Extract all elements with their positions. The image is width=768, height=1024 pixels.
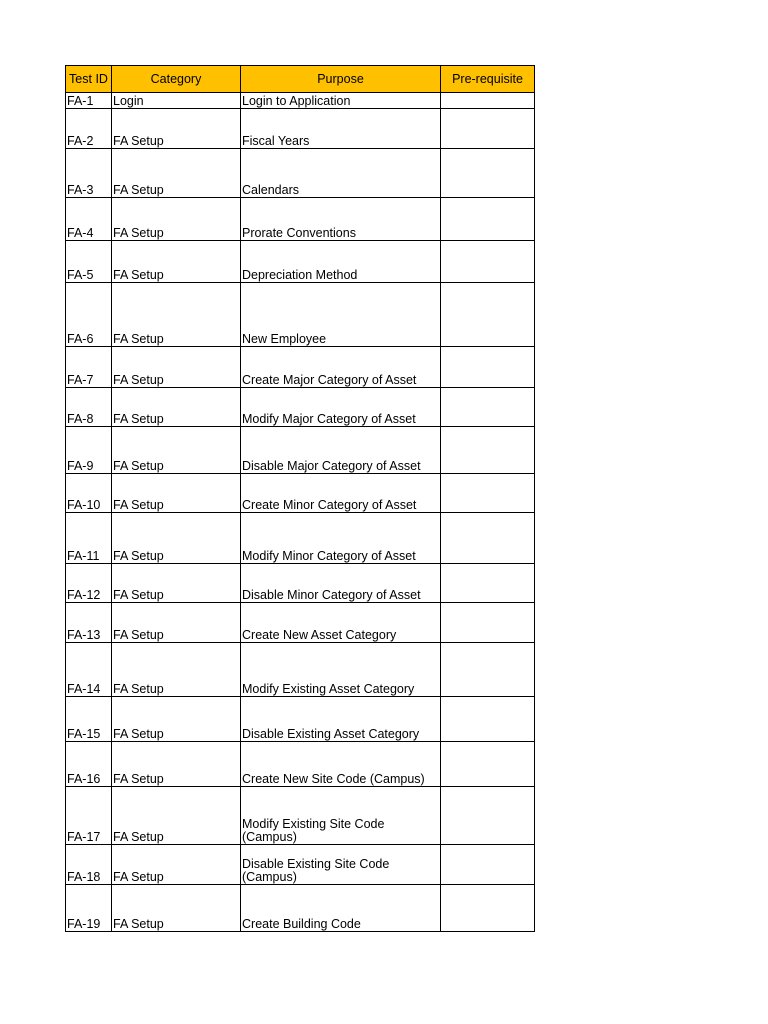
cell-test-id: FA-1: [66, 93, 112, 109]
cell-test-id: FA-15: [66, 697, 112, 742]
cell-prerequisite: [441, 513, 535, 564]
table-body: [66, 93, 535, 932]
cell-purpose: Depreciation Method: [241, 241, 441, 283]
cell-prerequisite: [441, 93, 535, 109]
cell-category: FA Setup: [112, 241, 241, 283]
cell-test-id: FA-18: [66, 845, 112, 885]
table-row: [66, 643, 535, 697]
table-row: [66, 283, 535, 347]
cell-prerequisite: [441, 742, 535, 787]
cell-prerequisite: [441, 347, 535, 388]
cell-category: FA Setup: [112, 564, 241, 603]
cell-test-id: FA-8: [66, 388, 112, 427]
cell-category: FA Setup: [112, 603, 241, 643]
cell-purpose: Prorate Conventions: [241, 198, 441, 241]
cell-prerequisite: [441, 149, 535, 198]
cell-test-id: FA-19: [66, 885, 112, 932]
cell-prerequisite: [441, 564, 535, 603]
cell-prerequisite: [441, 241, 535, 283]
test-case-table: [65, 65, 535, 932]
cell-prerequisite: [441, 787, 535, 845]
cell-purpose: Calendars: [241, 149, 441, 198]
table-row: [66, 885, 535, 932]
cell-test-id: FA-9: [66, 427, 112, 474]
cell-category: FA Setup: [112, 283, 241, 347]
cell-category: FA Setup: [112, 513, 241, 564]
table-row: [66, 198, 535, 241]
header-category: Category: [112, 66, 241, 93]
cell-purpose: Login to Application: [241, 93, 441, 109]
cell-purpose: Create Major Category of Asset: [241, 347, 441, 388]
cell-category: FA Setup: [112, 427, 241, 474]
cell-test-id: FA-10: [66, 474, 112, 513]
cell-test-id: FA-2: [66, 109, 112, 149]
cell-test-id: FA-11: [66, 513, 112, 564]
table-row: [66, 347, 535, 388]
header-test-id: Test ID: [66, 66, 112, 93]
cell-test-id: FA-16: [66, 742, 112, 787]
cell-purpose: Fiscal Years: [241, 109, 441, 149]
cell-purpose: Modify Existing Site Code (Campus): [241, 787, 441, 845]
cell-category: FA Setup: [112, 474, 241, 513]
cell-category: FA Setup: [112, 787, 241, 845]
cell-purpose: Disable Existing Asset Category: [241, 697, 441, 742]
cell-category: FA Setup: [112, 198, 241, 241]
table-row: [66, 427, 535, 474]
cell-test-id: FA-17: [66, 787, 112, 845]
table-row: [66, 388, 535, 427]
cell-purpose: Disable Existing Site Code (Campus): [241, 845, 441, 885]
table-row: [66, 241, 535, 283]
cell-prerequisite: [441, 474, 535, 513]
cell-test-id: FA-3: [66, 149, 112, 198]
table-row: [66, 474, 535, 513]
cell-purpose: Create New Asset Category: [241, 603, 441, 643]
table-row: [66, 603, 535, 643]
table-row: [66, 513, 535, 564]
cell-category: FA Setup: [112, 643, 241, 697]
cell-prerequisite: [441, 697, 535, 742]
cell-category: FA Setup: [112, 109, 241, 149]
table-row: [66, 149, 535, 198]
cell-purpose: Create Minor Category of Asset: [241, 474, 441, 513]
table-row: [66, 109, 535, 149]
header-purpose: Purpose: [241, 66, 441, 93]
cell-purpose: Create New Site Code (Campus): [241, 742, 441, 787]
table-row: [66, 845, 535, 885]
cell-prerequisite: [441, 427, 535, 474]
cell-test-id: FA-12: [66, 564, 112, 603]
cell-category: Login: [112, 93, 241, 109]
cell-purpose: Modify Minor Category of Asset: [241, 513, 441, 564]
table-row: [66, 787, 535, 845]
cell-category: FA Setup: [112, 697, 241, 742]
cell-category: FA Setup: [112, 149, 241, 198]
header-row: [66, 66, 535, 93]
cell-test-id: FA-6: [66, 283, 112, 347]
cell-prerequisite: [441, 109, 535, 149]
cell-test-id: FA-5: [66, 241, 112, 283]
cell-purpose: Modify Existing Asset Category: [241, 643, 441, 697]
cell-category: FA Setup: [112, 347, 241, 388]
cell-prerequisite: [441, 603, 535, 643]
cell-test-id: FA-4: [66, 198, 112, 241]
cell-test-id: FA-7: [66, 347, 112, 388]
cell-purpose: Disable Major Category of Asset: [241, 427, 441, 474]
table-header: [66, 66, 535, 93]
cell-prerequisite: [441, 643, 535, 697]
table-row: [66, 697, 535, 742]
cell-purpose: New Employee: [241, 283, 441, 347]
cell-category: FA Setup: [112, 742, 241, 787]
table-row: [66, 742, 535, 787]
cell-category: FA Setup: [112, 885, 241, 932]
cell-category: FA Setup: [112, 388, 241, 427]
cell-category: FA Setup: [112, 845, 241, 885]
cell-purpose: Disable Minor Category of Asset: [241, 564, 441, 603]
cell-prerequisite: [441, 845, 535, 885]
cell-prerequisite: [441, 198, 535, 241]
cell-purpose: Create Building Code: [241, 885, 441, 932]
table-row: [66, 93, 535, 109]
cell-prerequisite: [441, 885, 535, 932]
header-prerequisite: Pre-requisite: [441, 66, 535, 93]
cell-purpose: Modify Major Category of Asset: [241, 388, 441, 427]
cell-test-id: FA-14: [66, 643, 112, 697]
table-row: [66, 564, 535, 603]
cell-test-id: FA-13: [66, 603, 112, 643]
cell-prerequisite: [441, 388, 535, 427]
cell-prerequisite: [441, 283, 535, 347]
